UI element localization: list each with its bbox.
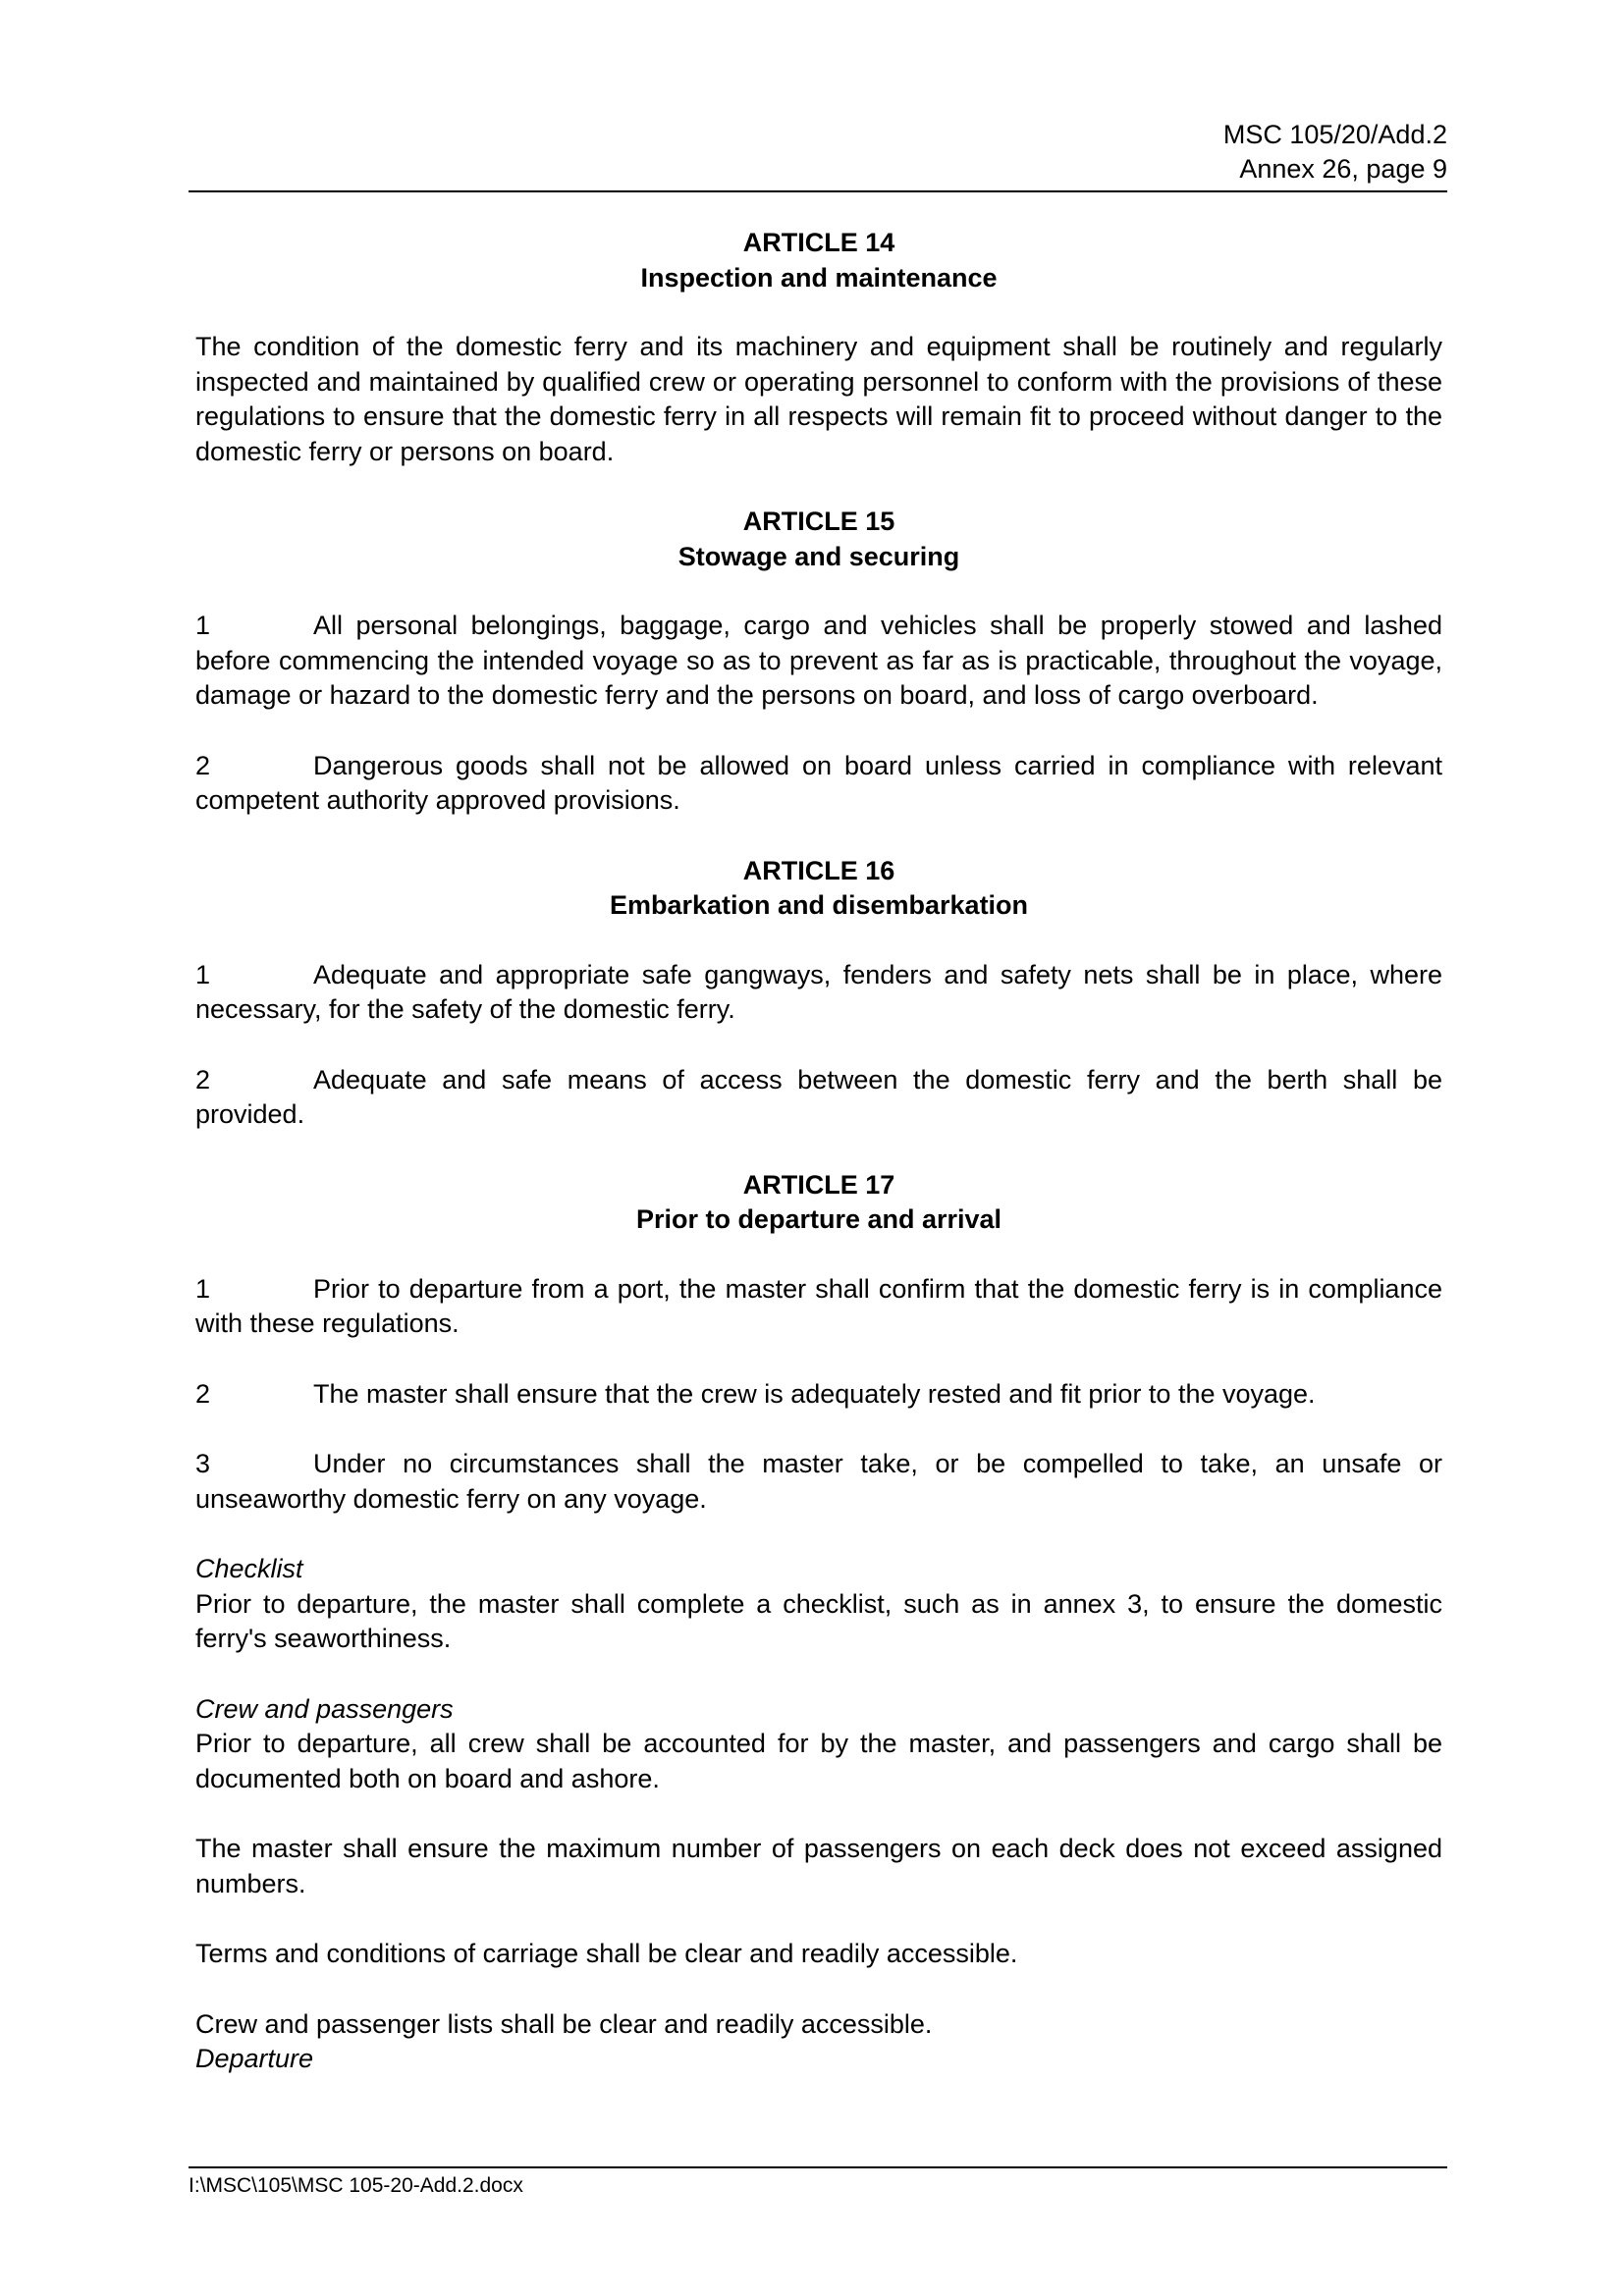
paragraph-number: 2: [195, 750, 211, 780]
paragraph: [195, 958, 1442, 1028]
paragraph-text: Dangerous goods shall not be allowed on board unless carried in compliance with relevant competent authority approved provisions.: [195, 750, 1442, 815]
paragraph-text: Adequate and safe means of access between the domestic ferry and the berth shall be provided.: [195, 1064, 1442, 1129]
paragraph: The master shall ensure the maximum number of passengers on each deck does not exceed assigned numbers.: [195, 1834, 1442, 1898]
article-15: [195, 505, 1442, 819]
paragraph-text: Prior to departure from a port, the master shall confirm that the domestic ferry is in compliance with these regulations.: [195, 1273, 1442, 1338]
paragraph-number: 1: [195, 1273, 211, 1304]
paragraph: [195, 1377, 1442, 1413]
paragraph-number: 2: [195, 1378, 211, 1409]
paragraph: [195, 1447, 1442, 1517]
crew-passengers-section: [195, 1692, 1442, 1797]
article-subtitle: Prior to departure and arrival: [635, 1204, 1002, 1234]
paragraph-text: Adequate and appropriate safe gangways, fenders and safety nets shall be in place, where necessary, for the safety of the domestic ferry.: [195, 959, 1442, 1024]
article-heading: [195, 854, 1442, 924]
article-heading: [195, 226, 1442, 295]
paragraph-number: 1: [195, 959, 211, 989]
file-path: I:\MSC\105\MSC 105-20-Add.2.docx: [189, 2174, 523, 2197]
checklist-text: Prior to departure, the master shall complete a checklist, such as in annex 3, to ensure the domestic ferry's seaworthiness.: [195, 1588, 1442, 1653]
paragraph-text: Under no circumstances shall the master take, or be compelled to take, an unsafe or unseaworthy domestic ferry on any voyage.: [195, 1449, 1442, 1514]
checklist-heading: Checklist: [195, 1554, 303, 1583]
article-title: ARTICLE 16: [742, 855, 895, 885]
crew-passengers-text: Prior to departure, all crew shall be accounted for by the master, and passengers and cargo shall be documented both on board and ashore.: [195, 1729, 1442, 1793]
article-title: ARTICLE 14: [742, 228, 895, 257]
paragraph: [195, 1272, 1442, 1342]
article-17: [195, 1168, 1442, 1518]
article-16: [195, 854, 1442, 1133]
article-heading: [195, 1168, 1442, 1238]
paragraph-text: The master shall ensure that the crew is adequately rested and fit prior to the voyage.: [313, 1378, 1316, 1409]
article-14: [195, 226, 1442, 469]
paragraph: [195, 1063, 1442, 1133]
article-title: ARTICLE 17: [742, 1169, 895, 1200]
article-title: ARTICLE 15: [742, 507, 895, 536]
paragraph-number: 1: [195, 611, 211, 640]
article-subtitle: Stowage and securing: [677, 541, 960, 571]
article-heading: [195, 505, 1442, 574]
page-footer: [189, 2166, 1447, 2200]
article-subtitle: Inspection and maintenance: [640, 262, 998, 293]
departure-heading: Departure: [195, 2044, 314, 2073]
annex-page-number: Annex 26, page 9: [1239, 154, 1447, 184]
page-header: [189, 118, 1447, 192]
checklist-section: [195, 1552, 1442, 1657]
crew-passengers-heading: Crew and passengers: [195, 1693, 454, 1724]
paragraph-text: All personal belongings, baggage, cargo and vehicles shall be properly stowed and lashed before commencing the intended voyage so as to prevent as far as is practicable, throughout the voyage, damage or hazard to the domestic ferry and the persons on board, and loss of cargo overboard.: [195, 611, 1442, 710]
article-subtitle: Embarkation and disembarkation: [609, 890, 1029, 920]
paragraph: Terms and conditions of carriage shall be clear and readily accessible.: [195, 1939, 1018, 1968]
paragraph: Crew and passenger lists shall be clear and readily accessible.: [195, 2008, 933, 2039]
paragraph-number: 2: [195, 1064, 211, 1095]
paragraph: [195, 749, 1442, 819]
document-reference: MSC 105/20/Add.2: [1222, 120, 1447, 149]
paragraph: The condition of the domestic ferry and its machinery and equipment shall be routinely and regularly inspected and maintained by qualified crew or operating personnel to conform with the provisions of these regulations to ensure that the domestic ferry in all respects will remain fit to proceed without danger to the domestic ferry or persons on board.: [195, 332, 1442, 466]
document-body: [195, 226, 1442, 2077]
paragraph-number: 3: [195, 1449, 211, 1478]
paragraph: [195, 609, 1442, 714]
